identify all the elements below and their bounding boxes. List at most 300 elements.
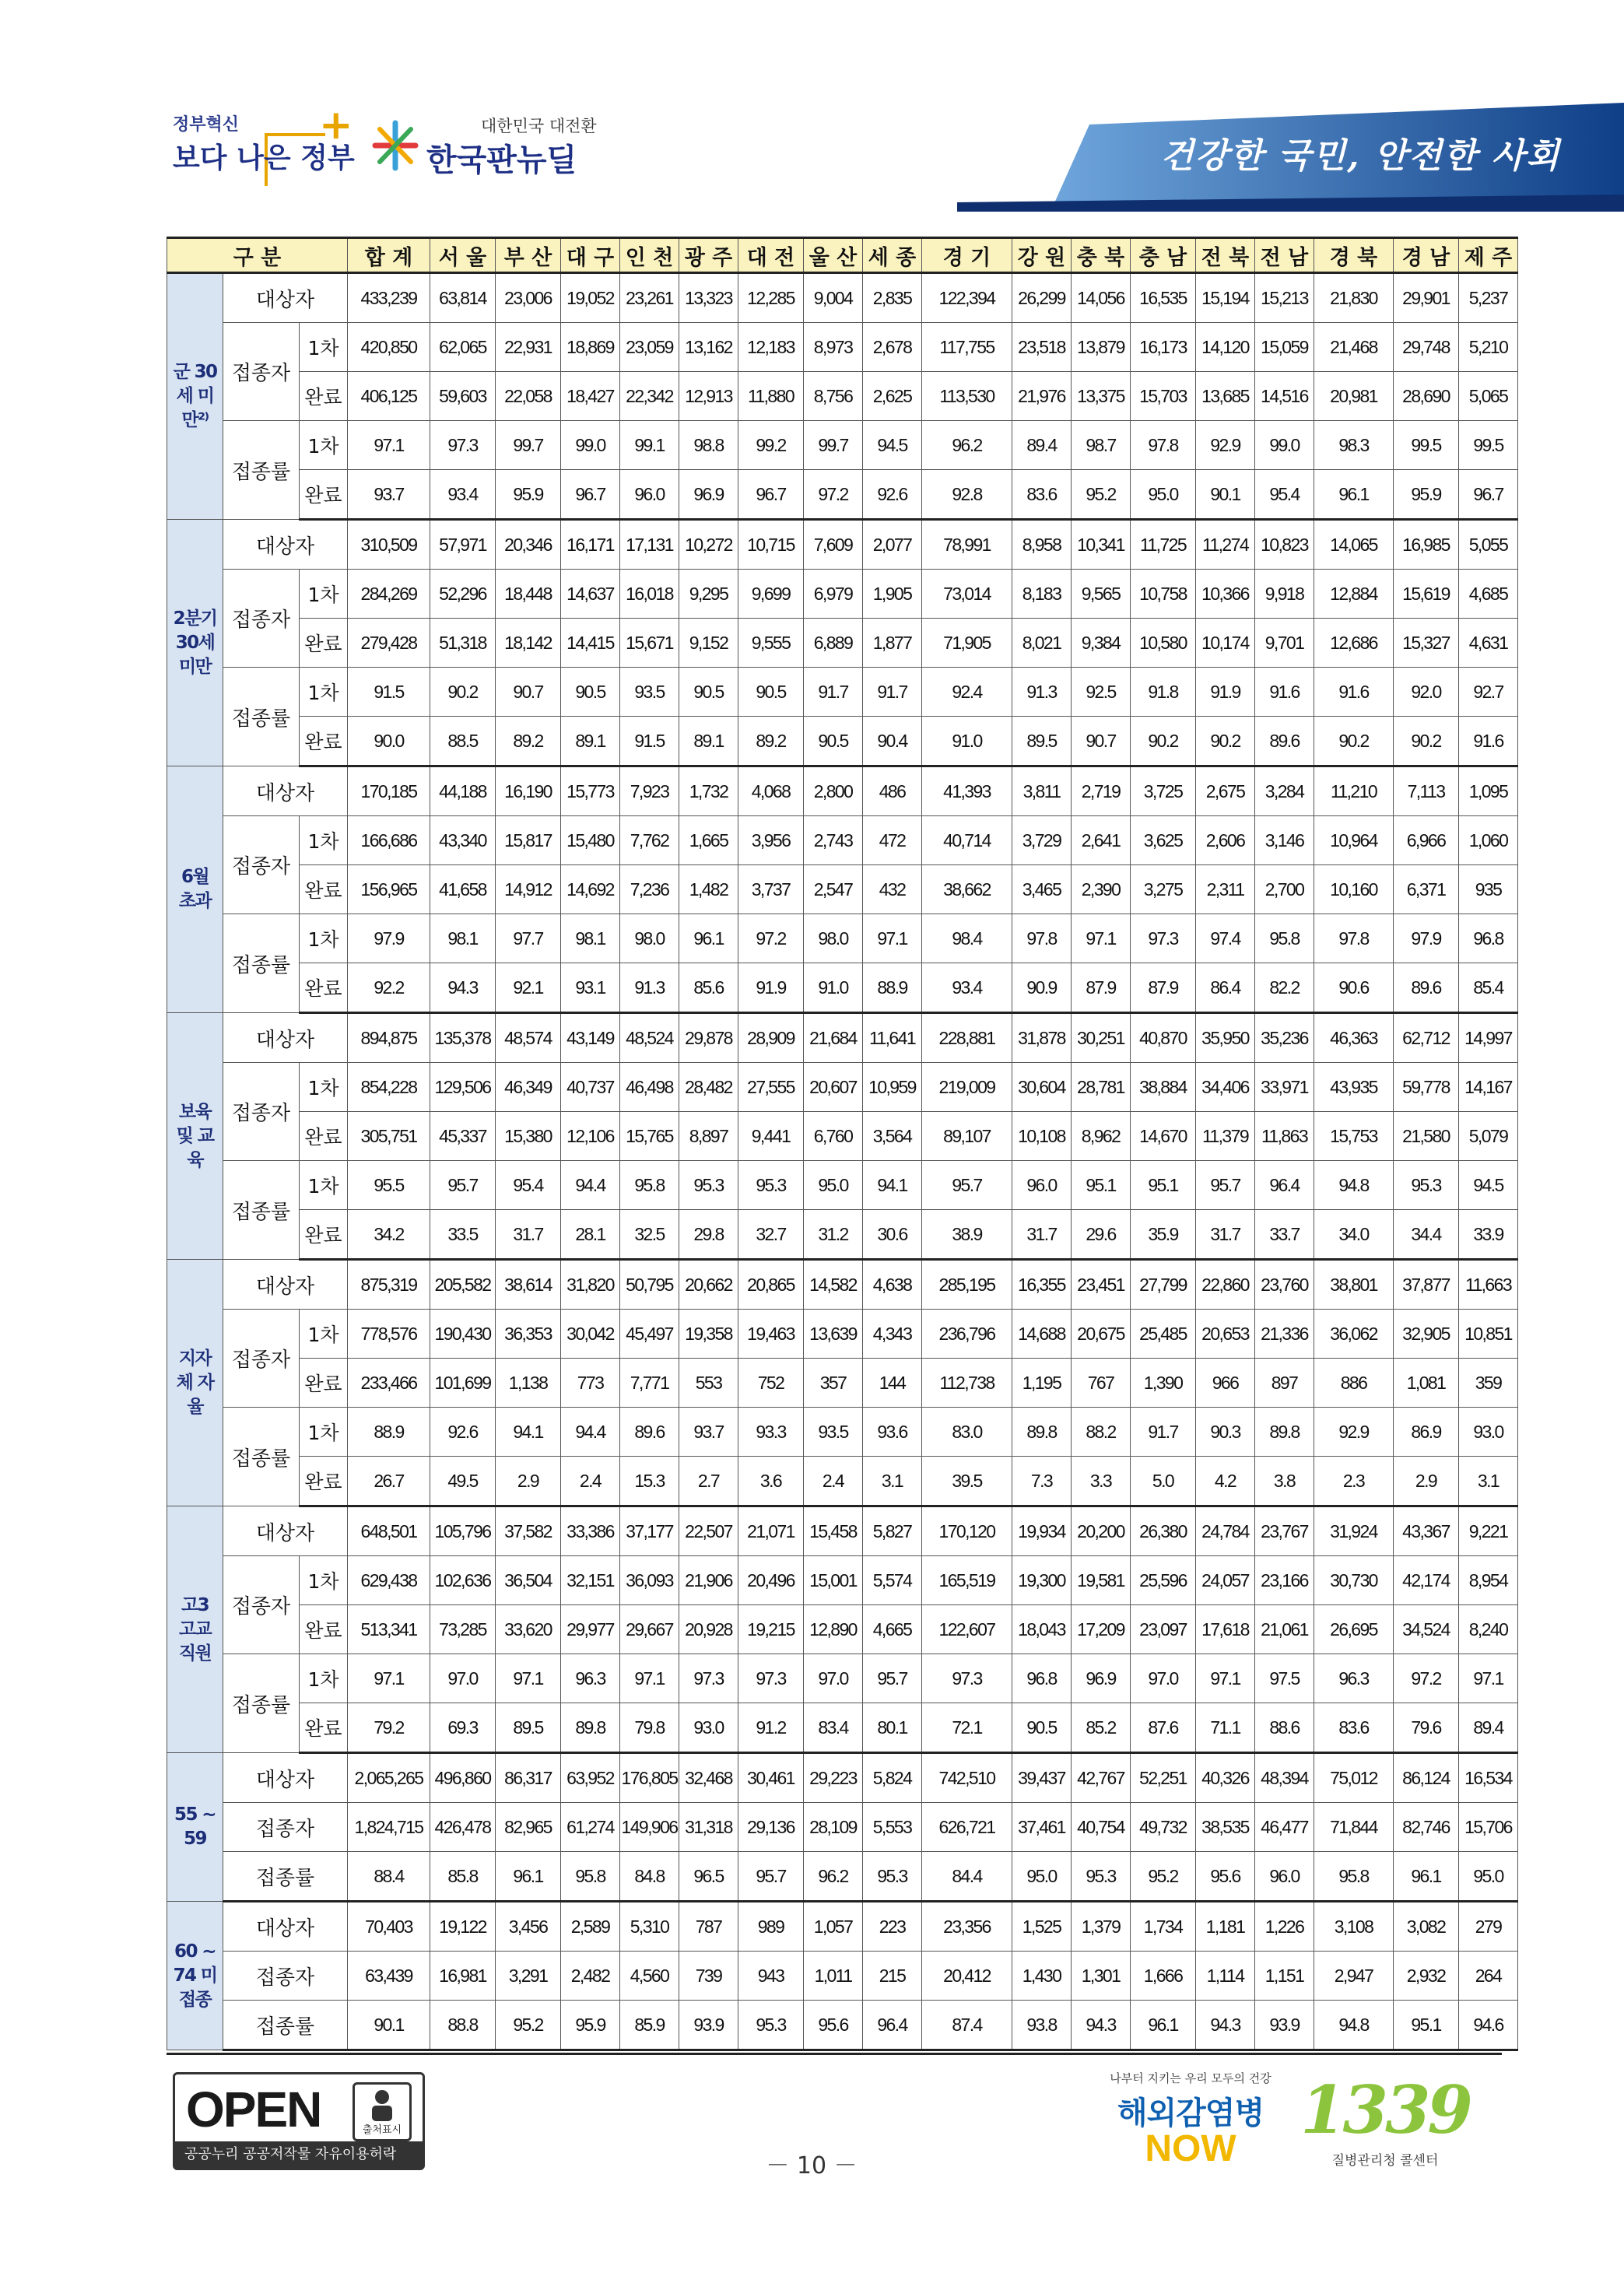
table-cell: 33.9 [1459,1210,1518,1260]
table-cell: 5,553 [863,1803,922,1852]
table-cell: 2,065,265 [348,1753,430,1803]
table-cell: 2,077 [863,520,922,570]
table-cell: 14,670 [1131,1112,1196,1161]
table-cell: 99.0 [561,421,620,470]
table-cell: 94.8 [1314,2001,1394,2050]
region-header: 광 주 [679,238,738,273]
table-cell: 95.3 [738,2001,804,2050]
group-label: 지자체 자율 [167,1260,223,1506]
table-cell: 30,042 [561,1310,620,1359]
table-cell: 90.9 [1012,963,1072,1013]
table-cell: 23,059 [620,323,679,372]
table-cell: 1,151 [1255,1952,1314,2001]
korean-new-deal-logo [372,109,605,187]
row-sublabel: 완료 [300,1457,348,1506]
table-cell: 29.6 [1072,1210,1131,1260]
table-row [167,1852,1518,1902]
table-row [167,1161,1518,1210]
table-cell: 98.1 [430,914,496,963]
table-cell: 29,136 [738,1803,804,1852]
region-header: 전 북 [1196,238,1255,273]
table-cell: 88.9 [863,963,922,1013]
table-cell: 91.5 [620,717,679,766]
table-cell: 1,666 [1131,1952,1196,2001]
table-cell: 33,971 [1255,1063,1314,1112]
table-cell: 91.9 [738,963,804,1013]
table-cell: 96.0 [1255,1852,1314,1902]
table-cell: 15,619 [1394,570,1459,619]
table-cell: 97.0 [804,1654,863,1703]
table-cell: 94.8 [1314,1161,1394,1210]
table-cell: 13,879 [1072,323,1131,372]
region-header: 제 주 [1459,238,1518,273]
table-cell: 91.2 [738,1703,804,1753]
row-sublabel: 1차 [300,914,348,963]
table-cell: 10,851 [1459,1310,1518,1359]
slogan-banner [957,93,1624,212]
logo2-big-text: 한국판뉴딜 [426,142,577,178]
table-cell: 28,109 [804,1803,863,1852]
table-cell: 96.4 [863,2001,922,2050]
table-cell: 15,059 [1255,323,1314,372]
table-cell: 40,737 [561,1063,620,1112]
table-cell: 18,869 [561,323,620,372]
table-cell: 4,560 [620,1952,679,2001]
table-cell: 28.1 [561,1210,620,1260]
table-row [167,766,1518,816]
table-cell: 23,767 [1255,1506,1314,1556]
table-cell: 32,151 [561,1556,620,1605]
table-cell: 406,125 [348,372,430,421]
table-cell: 14,516 [1255,372,1314,421]
table-cell: 21,061 [1255,1605,1314,1654]
table-cell: 34,406 [1196,1063,1255,1112]
table-cell: 72.1 [922,1703,1012,1753]
open-logo-text: OPEN [186,2081,321,2137]
table-cell: 96.1 [1131,2001,1196,2050]
table-cell: 2.9 [496,1457,561,1506]
table-cell: 98.4 [922,914,1012,963]
table-cell: 97.2 [738,914,804,963]
row-sublabel: 1차 [300,1408,348,1457]
table-cell: 626,721 [922,1803,1012,1852]
table-cell: 99.0 [1255,421,1314,470]
table-cell: 90.5 [804,717,863,766]
table-cell: 2,390 [1072,865,1131,914]
table-cell: 3,082 [1394,1902,1459,1952]
region-header: 경 기 [922,238,1012,273]
table-cell: 97.0 [1131,1654,1196,1703]
table-cell: 93.9 [679,2001,738,2050]
table-cell: 96.9 [1072,1654,1131,1703]
table-cell: 84.8 [620,1852,679,1902]
table-cell: 97.8 [1012,914,1072,963]
table-row [167,1506,1518,1556]
table-cell: 32.5 [620,1210,679,1260]
table-cell: 95.1 [1131,1161,1196,1210]
row-sublabel: 1차 [300,1310,348,1359]
table-cell: 3,146 [1255,816,1314,865]
table-cell: 85.4 [1459,963,1518,1013]
table-cell: 285,195 [922,1260,1012,1310]
table-cell: 22,860 [1196,1260,1255,1310]
table-cell: 34.0 [1314,1210,1394,1260]
table-cell: 37,877 [1394,1260,1459,1310]
table-cell: 89.2 [496,717,561,766]
table-cell: 97.3 [430,421,496,470]
table-cell: 23,097 [1131,1605,1196,1654]
table-cell: 21,071 [738,1506,804,1556]
table-cell: 71,905 [922,619,1012,668]
table-cell: 767 [1072,1359,1131,1408]
table-cell: 420,850 [348,323,430,372]
table-cell: 486 [863,766,922,816]
table-cell: 4,631 [1459,619,1518,668]
table-cell: 9,555 [738,619,804,668]
table-cell: 61,274 [561,1803,620,1852]
table-cell: 96.9 [679,470,738,520]
region-header: 대 전 [738,238,804,273]
table-cell: 73,285 [430,1605,496,1654]
table-cell: 40,714 [922,816,1012,865]
table-cell: 10,272 [679,520,738,570]
table-cell: 1,732 [679,766,738,816]
table-cell: 90.5 [738,668,804,717]
row-label: 접종자 [223,1952,348,2001]
table-cell: 29,901 [1394,273,1459,323]
table-cell: 90.2 [1131,717,1196,766]
table-cell: 82.2 [1255,963,1314,1013]
table-cell: 19,358 [679,1310,738,1359]
table-cell: 93.3 [738,1408,804,1457]
table-cell: 96.2 [804,1852,863,1902]
table-cell: 98.1 [561,914,620,963]
row-label: 접종자 [223,570,300,668]
table-cell: 553 [679,1359,738,1408]
table-cell: 432 [863,865,922,914]
table-cell: 16,355 [1012,1260,1072,1310]
table-cell: 94.5 [1459,1161,1518,1210]
table-cell: 90.0 [348,717,430,766]
table-cell: 2,719 [1072,766,1131,816]
table-cell: 13,162 [679,323,738,372]
table-cell: 2,606 [1196,816,1255,865]
region-header: 합 계 [348,238,430,273]
table-cell: 89.1 [561,717,620,766]
table-cell: 33.7 [1255,1210,1314,1260]
table-cell: 95.6 [1196,1852,1255,1902]
table-cell: 88.5 [430,717,496,766]
region-header: 부 산 [496,238,561,273]
table-cell: 91.0 [804,963,863,1013]
table-cell: 5,065 [1459,372,1518,421]
table-cell: 29,977 [561,1605,620,1654]
table-cell: 89.6 [620,1408,679,1457]
table-cell: 22,931 [496,323,561,372]
table-cell: 96.2 [922,421,1012,470]
table-cell: 2,641 [1072,816,1131,865]
table-cell: 91.6 [1255,668,1314,717]
table-cell: 92.9 [1196,421,1255,470]
table-cell: 6,966 [1394,816,1459,865]
table-cell: 97.8 [1131,421,1196,470]
table-cell: 96.7 [738,470,804,520]
table-cell: 28,781 [1072,1063,1131,1112]
table-cell: 91.6 [1459,717,1518,766]
table-cell: 7,923 [620,766,679,816]
table-cell: 97.1 [1459,1654,1518,1703]
table-cell: 89.6 [1394,963,1459,1013]
table-cell: 91.3 [620,963,679,1013]
table-cell: 95.7 [738,1852,804,1902]
table-cell: 95.8 [620,1161,679,1210]
table-cell: 95.8 [561,1852,620,1902]
table-cell: 89.5 [496,1703,561,1753]
hotline-caption: 질병관리청 콜센터 [1331,2153,1439,2169]
table-row [167,1359,1518,1408]
table-cell: 875,319 [348,1260,430,1310]
table-cell: 165,519 [922,1556,1012,1605]
logo1-big-text: 보다 나은 정부 [173,142,355,174]
table-cell: 89.8 [561,1703,620,1753]
table-cell: 8,183 [1012,570,1072,619]
row-label: 접종률 [223,914,300,1013]
travel-tagline: 나부터 지키는 우리 모두의 건강 [1110,2071,1271,2085]
table-row [167,520,1518,570]
table-cell: 4.2 [1196,1457,1255,1506]
table-cell: 14,120 [1196,323,1255,372]
kogl-open-license-badge [173,2072,425,2170]
region-header: 인 천 [620,238,679,273]
table-cell: 86.4 [1196,963,1255,1013]
table-cell: 16,018 [620,570,679,619]
table-cell: 97.0 [430,1654,496,1703]
table-cell: 279 [1459,1902,1518,1952]
table-cell: 101,699 [430,1359,496,1408]
table-cell: 742,510 [922,1753,1012,1803]
table-cell: 97.3 [1131,914,1196,963]
table-cell: 34,524 [1394,1605,1459,1654]
table-cell: 75,012 [1314,1753,1394,1803]
table-cell: 11,210 [1314,766,1394,816]
table-cell: 4,068 [738,766,804,816]
table-row [167,470,1518,520]
table-cell: 99.7 [496,421,561,470]
table-cell: 787 [679,1902,738,1952]
table-cell: 2,589 [561,1902,620,1952]
row-label: 대상자 [223,520,348,570]
table-cell: 2,625 [863,372,922,421]
table-cell: 90.5 [561,668,620,717]
table-cell: 5,210 [1459,323,1518,372]
group-label: 고3 고교 직원 [167,1506,223,1753]
table-cell: 94.4 [561,1408,620,1457]
row-sublabel: 1차 [300,323,348,372]
page-header [0,0,1624,233]
table-row [167,1210,1518,1260]
table-cell: 1,011 [804,1952,863,2001]
table-cell: 1,060 [1459,816,1518,865]
table-cell: 9,699 [738,570,804,619]
table-cell: 90.1 [1196,470,1255,520]
table-cell: 14,065 [1314,520,1394,570]
table-cell: 8,756 [804,372,863,421]
table-cell: 99.7 [804,421,863,470]
region-header: 서 울 [430,238,496,273]
table-cell: 149,906 [620,1803,679,1852]
table-cell: 69.3 [430,1703,496,1753]
table-cell: 97.3 [679,1654,738,1703]
table-cell: 95.4 [1255,470,1314,520]
table-cell: 90.7 [1072,717,1131,766]
table-cell: 92.8 [922,470,1012,520]
table-cell: 86,124 [1394,1753,1459,1803]
table-cell: 63,814 [430,273,496,323]
table-cell: 93.9 [1255,2001,1314,2050]
table-cell: 51,318 [430,619,496,668]
table-cell: 156,965 [348,865,430,914]
table-cell: 86,317 [496,1753,561,1803]
table-cell: 92.4 [922,668,1012,717]
table-cell: 3,291 [496,1952,561,2001]
table-cell: 15,001 [804,1556,863,1605]
table-cell: 15,327 [1394,619,1459,668]
table-cell: 96.8 [1012,1654,1072,1703]
table-cell: 23,518 [1012,323,1072,372]
table-cell: 96.7 [1459,470,1518,520]
table-cell: 95.7 [922,1161,1012,1210]
table-cell: 98.8 [679,421,738,470]
table-row [167,1013,1518,1063]
group-label: 보육 및 교육 [167,1013,223,1260]
row-sublabel: 1차 [300,570,348,619]
table-cell: 88.2 [1072,1408,1131,1457]
table-cell: 433,239 [348,273,430,323]
table-cell: 2.4 [561,1457,620,1506]
table-cell: 86.9 [1394,1408,1459,1457]
table-cell: 96.5 [679,1852,738,1902]
table-row [167,323,1518,372]
table-cell: 97.8 [1314,914,1394,963]
table-cell: 14,167 [1459,1063,1518,1112]
table-cell: 117,755 [922,323,1012,372]
table-cell: 6,979 [804,570,863,619]
table-cell: 29,748 [1394,323,1459,372]
table-cell: 426,478 [430,1803,496,1852]
table-cell: 10,341 [1072,520,1131,570]
table-cell: 38.9 [922,1210,1012,1260]
table-cell: 1,482 [679,865,738,914]
table-cell: 96.1 [1394,1852,1459,1902]
region-header: 강 원 [1012,238,1072,273]
table-cell: 94.3 [1196,2001,1255,2050]
table-cell: 8,973 [804,323,863,372]
region-header: 울 산 [804,238,863,273]
table-cell: 93.7 [348,470,430,520]
table-cell: 886 [1314,1359,1394,1408]
table-cell: 95.1 [1394,2001,1459,2050]
table-cell: 46,477 [1255,1803,1314,1852]
table-row [167,1112,1518,1161]
table-cell: 284,269 [348,570,430,619]
table-cell: 9,565 [1072,570,1131,619]
table-row [167,1952,1518,2001]
table-cell: 15,703 [1131,372,1196,421]
table-cell: 95.3 [1394,1161,1459,1210]
table-cell: 95.9 [1394,470,1459,520]
table-cell: 83.6 [1012,470,1072,520]
table-cell: 93.0 [679,1703,738,1753]
table-cell: 3,725 [1131,766,1196,816]
table-cell: 95.8 [1255,914,1314,963]
row-label: 접종률 [223,421,300,520]
row-sublabel: 완료 [300,1703,348,1753]
table-cell: 19,300 [1012,1556,1072,1605]
table-cell: 2,932 [1394,1952,1459,2001]
table-cell: 79.6 [1394,1703,1459,1753]
table-cell: 739 [679,1952,738,2001]
row-sublabel: 완료 [300,717,348,766]
table-cell: 3.3 [1072,1457,1131,1506]
table-cell: 20,346 [496,520,561,570]
table-cell: 29,223 [804,1753,863,1803]
table-header-row [167,238,1518,273]
table-cell: 205,582 [430,1260,496,1310]
table-cell: 20,675 [1072,1310,1131,1359]
region-header: 세 종 [863,238,922,273]
table-cell: 1,057 [804,1902,863,1952]
table-cell: 92.2 [348,963,430,1013]
table-cell: 92.1 [496,963,561,1013]
table-cell: 97.3 [738,1654,804,1703]
table-cell: 19,934 [1012,1506,1072,1556]
table-cell: 1,379 [1072,1902,1131,1952]
row-label: 접종자 [223,323,300,421]
table-cell: 22,342 [620,372,679,421]
table-cell: 71,844 [1314,1803,1394,1852]
table-cell: 89.2 [738,717,804,766]
table-cell: 36,093 [620,1556,679,1605]
table-cell: 2.9 [1394,1457,1459,1506]
table-cell: 35.9 [1131,1210,1196,1260]
table-cell: 30,251 [1072,1013,1131,1063]
table-cell: 52,296 [430,570,496,619]
table-cell: 93.5 [620,668,679,717]
table-cell: 85.2 [1072,1703,1131,1753]
category-header: 구 분 [167,238,348,273]
table-row [167,1753,1518,1803]
table-cell: 11,641 [863,1013,922,1063]
table-cell: 935 [1459,865,1518,914]
table-cell: 95.0 [1012,1852,1072,1902]
table-cell: 14,997 [1459,1013,1518,1063]
table-cell: 9,152 [679,619,738,668]
group-label: 2분기 30세 미만 [167,520,223,766]
table-cell: 15,213 [1255,273,1314,323]
table-cell: 7.3 [1012,1457,1072,1506]
table-cell: 90.2 [1394,717,1459,766]
table-cell: 17,209 [1072,1605,1131,1654]
table-cell: 10,715 [738,520,804,570]
table-cell: 2,311 [1196,865,1255,914]
table-cell: 15,706 [1459,1803,1518,1852]
table-cell: 48,394 [1255,1753,1314,1803]
table-cell: 10,964 [1314,816,1394,865]
table-cell: 91.7 [804,668,863,717]
table-cell: 6,889 [804,619,863,668]
logo1-small-text: 정부혁신 [173,115,240,135]
table-cell: 16,981 [430,1952,496,2001]
